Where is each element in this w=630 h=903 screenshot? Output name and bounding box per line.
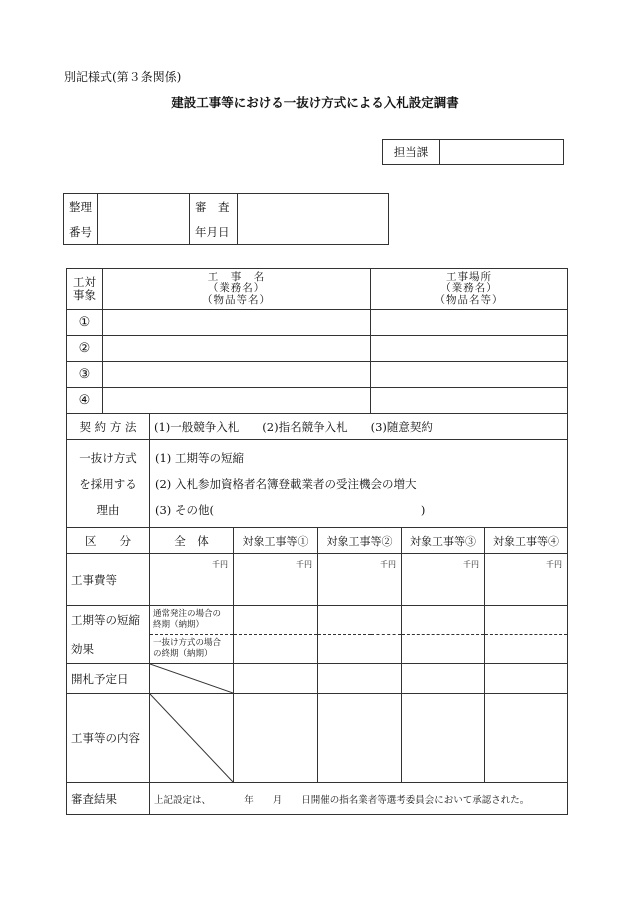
col-header-total: 全 体 — [150, 528, 234, 554]
normal-end-label: 通常発注の場合の 終期（納期） — [150, 606, 234, 635]
reason-item: (3) その他( ) — [155, 502, 426, 517]
opening-date-cell[interactable] — [402, 664, 485, 694]
project-name-cell[interactable] — [103, 362, 371, 388]
project-location-cell[interactable] — [371, 336, 568, 362]
unit-label: 千円 — [402, 554, 485, 606]
document-title: 建設工事等における一抜け方式による入札設定調書 — [171, 95, 459, 110]
form-reference: 別記様式(第３条関係) — [64, 70, 182, 84]
unit-label: 千円 — [485, 554, 568, 606]
schedule-effect-label-1: 工期等の短縮 — [67, 606, 150, 635]
schedule-effect-label-2: 効果 — [67, 635, 150, 664]
opening-date-label: 開札予定日 — [67, 664, 150, 694]
work-content-total-cell — [150, 694, 234, 783]
opening-date-cell[interactable] — [234, 664, 318, 694]
col-header-target-2: 対象工事等② — [318, 528, 402, 554]
reason-item: (2) 入札参加資格者名簿登載業者の受注機会の増大 — [155, 476, 417, 491]
ref-number-label-2: 番号 — [64, 219, 98, 245]
reason-label: 一抜け方式 を採用する 理由 — [67, 440, 150, 528]
review-result-text: 上記設定は、 年 月 日開催の指名業者等選考委員会において承認された。 — [150, 783, 568, 815]
reason-item: (1) 工期等の短縮 — [155, 450, 244, 465]
review-date-label-2: 年月日 — [190, 219, 238, 245]
main-table — [66, 268, 568, 815]
review-date-label-1: 審 査 — [190, 194, 238, 220]
ichinuke-end-label: 一抜け方式の場合 の終期（納期） — [150, 635, 234, 664]
opening-date-total-cell — [150, 664, 234, 694]
project-location-cell[interactable] — [371, 388, 568, 414]
unit-label: 千円 — [150, 554, 234, 606]
ichinuke-end-cell[interactable] — [234, 635, 318, 664]
project-name-cell[interactable] — [103, 336, 371, 362]
opening-date-cell[interactable] — [318, 664, 402, 694]
project-location-header: 工事場所 （業務名） （物品名等） — [371, 269, 568, 310]
normal-end-cell[interactable] — [234, 606, 318, 635]
reason-items — [150, 440, 568, 528]
ichinuke-end-cell[interactable] — [402, 635, 485, 664]
opening-date-cell[interactable] — [485, 664, 568, 694]
kubun-label: 区 分 — [67, 528, 150, 554]
project-location-cell[interactable] — [371, 362, 568, 388]
row-number: ③ — [67, 362, 103, 388]
col-header-target-1: 対象工事等① — [234, 528, 318, 554]
contract-method-label: 契 約 方 法 — [67, 414, 150, 440]
department-value[interactable] — [440, 140, 564, 165]
project-name-cell[interactable] — [103, 388, 371, 414]
unit-label: 千円 — [318, 554, 402, 606]
row-number: ④ — [67, 388, 103, 414]
normal-end-cell[interactable] — [402, 606, 485, 635]
col-header-target-4: 対象工事等④ — [485, 528, 568, 554]
ref-number-value[interactable] — [98, 194, 190, 245]
contract-method-options: (1)一般競争入札 (2)指名競争入札 (3)随意契約 — [150, 414, 568, 440]
cost-label: 工事費等 — [67, 554, 150, 606]
review-result-label: 審査結果 — [67, 783, 150, 815]
normal-end-cell[interactable] — [485, 606, 568, 635]
diagonal-line — [150, 664, 233, 693]
ichinuke-end-cell[interactable] — [485, 635, 568, 664]
normal-end-cell[interactable] — [318, 606, 402, 635]
project-name-cell[interactable] — [103, 310, 371, 336]
project-location-cell[interactable] — [371, 310, 568, 336]
work-content-cell[interactable] — [318, 694, 402, 783]
ref-number-label-1: 整理 — [64, 194, 98, 220]
work-content-label: 工事等の内容 — [67, 694, 150, 783]
review-date-value[interactable] — [238, 194, 389, 245]
work-content-cell[interactable] — [402, 694, 485, 783]
work-content-cell[interactable] — [234, 694, 318, 783]
department-label: 担当課 — [383, 140, 440, 165]
work-content-cell[interactable] — [485, 694, 568, 783]
diagonal-line — [150, 694, 233, 782]
category-header: 工対 事象 — [67, 269, 103, 310]
col-header-target-3: 対象工事等③ — [402, 528, 485, 554]
project-name-header: 工 事 名 （業務名） （物品等名） — [103, 269, 371, 310]
unit-label: 千円 — [234, 554, 318, 606]
reference-box — [63, 193, 389, 245]
department-box — [382, 139, 564, 165]
ichinuke-end-cell[interactable] — [318, 635, 402, 664]
row-number: ② — [67, 336, 103, 362]
row-number: ① — [67, 310, 103, 336]
